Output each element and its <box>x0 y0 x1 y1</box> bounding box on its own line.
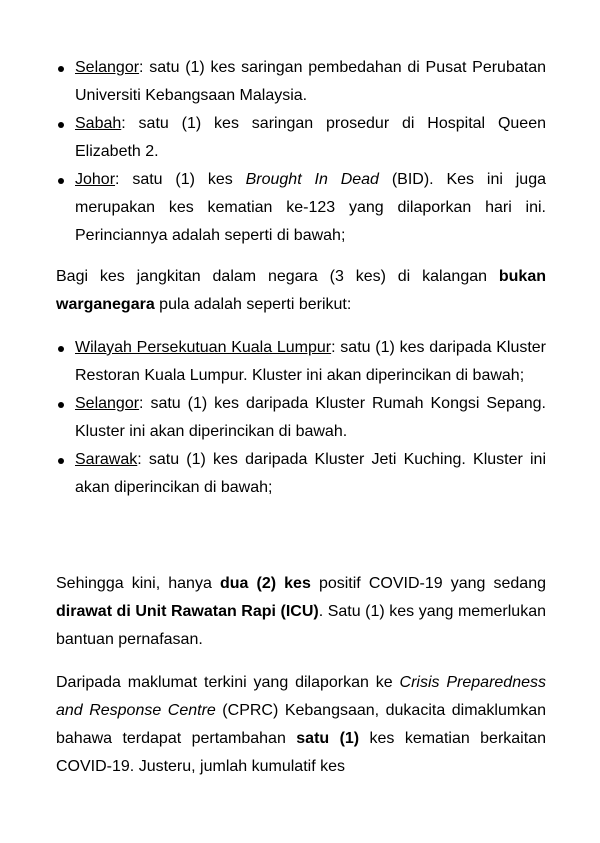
list-item <box>56 166 546 250</box>
para-bold: satu (1) <box>296 730 360 747</box>
para-bold: dua (2) kes <box>219 575 311 592</box>
item-text: (BID). Kes ini juga merupakan kes kematian ke-123 yang dilaporkan hari ini. Perinciannya adalah seperti di bawah; <box>75 171 547 244</box>
list-item <box>56 446 546 502</box>
para-bold: bukan warganegara <box>56 268 546 313</box>
paragraph-cprc <box>56 669 546 781</box>
state-list-first <box>56 54 546 250</box>
list-item <box>56 54 546 110</box>
para-text: Sehingga kini, hanya <box>56 575 220 592</box>
state-name: Selangor <box>75 395 140 412</box>
para-text: Bagi kes jangkitan dalam negara (3 kes) di kalangan <box>56 268 499 285</box>
para-italic: Crisis Preparedness and Response Centre <box>56 674 546 719</box>
state-name: Sarawak <box>75 451 138 468</box>
item-text: : satu (1) kes <box>115 171 246 188</box>
para-text: pula adalah seperti berikut: <box>154 296 352 313</box>
paragraph-non-citizen <box>56 263 546 319</box>
state-list-second <box>56 334 546 502</box>
para-bold: dirawat di Unit Rawatan Rapi (ICU) <box>56 603 319 620</box>
item-text: : satu (1) kes saringan pembedahan di Pusat Perubatan Universiti Kebangsaan Malaysia. <box>75 59 546 104</box>
item-text: : satu (1) kes daripada Kluster Restoran Kuala Lumpur. Kluster ini akan diperincikan di bawah; <box>75 339 547 384</box>
item-text: : satu (1) kes saringan prosedur di Hospital Queen Elizabeth 2. <box>75 115 546 160</box>
state-name: Johor <box>75 171 116 188</box>
state-name: Wilayah Persekutuan Kuala Lumpur <box>75 339 332 356</box>
item-text: : satu (1) kes daripada Kluster Rumah Kongsi Sepang. Kluster ini akan diperincikan di bawah. <box>75 395 546 440</box>
list-item <box>56 390 546 446</box>
item-text: : satu (1) kes daripada Kluster Jeti Kuching. Kluster ini akan diperincikan di bawah; <box>75 451 546 496</box>
paragraph-icu <box>56 570 546 654</box>
state-name: Sabah <box>75 115 122 132</box>
para-text: positif COVID-19 yang sedang <box>310 575 547 592</box>
list-item <box>56 110 546 166</box>
para-text: Daripada maklumat terkini yang dilaporkan ke <box>56 674 400 691</box>
para-text: (CPRC) Kebangsaan, dukacita dimaklumkan bahawa terdapat pertambahan <box>56 702 546 747</box>
list-item <box>56 334 546 390</box>
item-italic-term: Brought In Dead <box>245 171 379 188</box>
state-name: Selangor <box>75 59 140 76</box>
para-text: kes kematian berkaitan COVID-19. Justeru, jumlah kumulatif kes <box>56 730 546 775</box>
para-text: . Satu (1) kes yang memerlukan bantuan pernafasan. <box>56 603 546 648</box>
